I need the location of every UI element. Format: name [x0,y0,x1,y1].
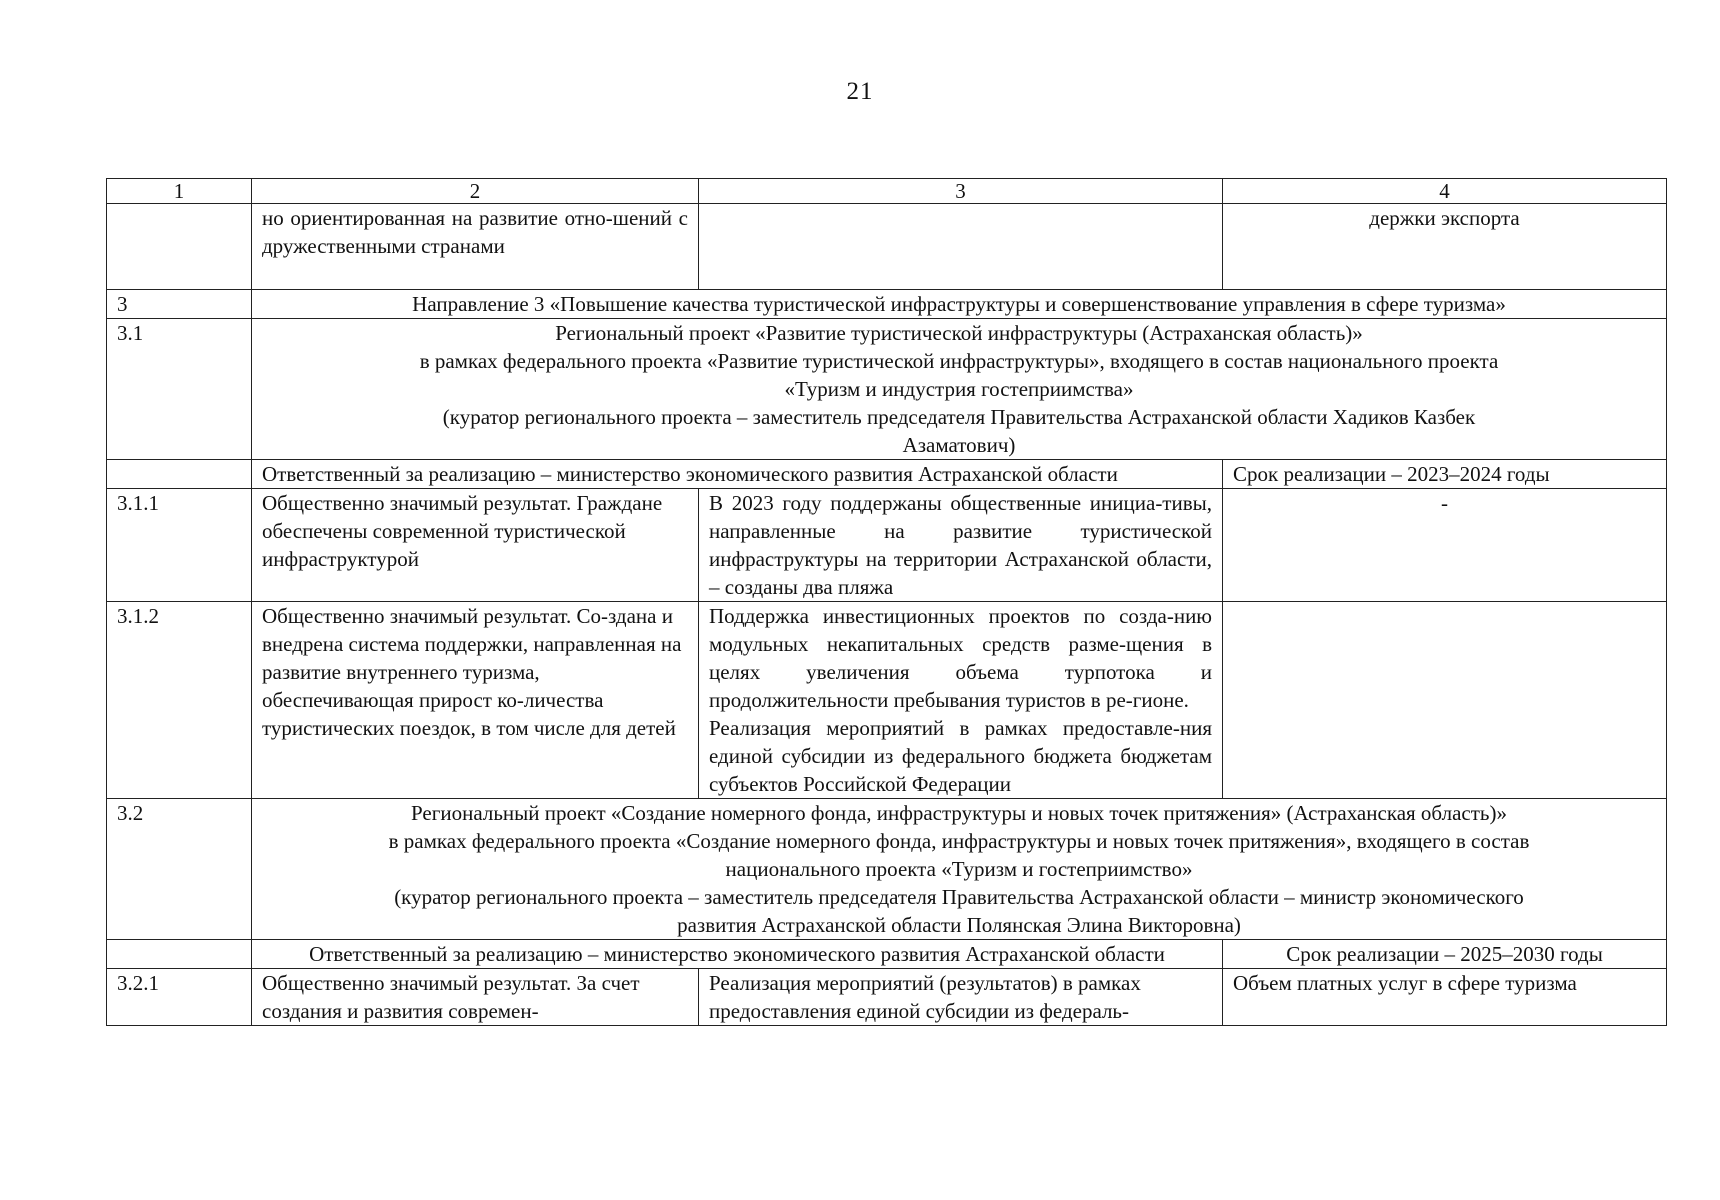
row-number: 3.1.1 [107,489,252,602]
row-number: 3.2 [107,799,252,940]
empty-cell [699,204,1223,290]
row-number: 3 [107,290,252,319]
indicator-text [1223,602,1667,799]
project-line: (куратор регионального проекта – заместитель председателя Правительства Астраханской области – министр экономического [394,885,1524,909]
direction-title: Направление 3 «Повышение качества туристической инфраструктуры и совершенствование управления в сфере туризма» [252,290,1667,319]
activity-text [699,602,1223,799]
project-line: (куратор регионального проекта – заместитель председателя Правительства Астраханской области Хадиков Казбек [442,405,1476,429]
header-row [107,179,1667,204]
row-number [107,460,252,489]
result-text: Общественно значимый результат. Граждане обеспечены современной туристической инфраструктурой [252,489,699,602]
project-title [252,799,1667,940]
continuation-text: держки экспорта [1223,204,1667,290]
header-cell: 1 [107,179,252,204]
row-number: 3.2.1 [107,969,252,1026]
project-line: Региональный проект «Развитие туристической инфраструктуры (Астраханская область)» [555,321,1363,345]
project-line: развития Астраханской области Полянская Элина Викторовна) [677,913,1241,937]
table-row [107,489,1667,602]
header-cell: 4 [1223,179,1667,204]
project-row [107,799,1667,940]
project-line: Азаматович) [902,433,1016,457]
project-line: в рамках федерального проекта «Развитие туристической инфраструктуры», входящего в состав национального проекта [419,349,1499,373]
table-row [107,602,1667,799]
indicator-text: - [1223,489,1667,602]
project-title [252,319,1667,460]
indicator-text: Объем платных услуг в сфере туризма [1223,969,1667,1026]
responsible-text: Ответственный за реализацию – министерство экономического развития Астраханской области [252,940,1223,969]
row-number [107,940,252,969]
project-row [107,319,1667,460]
term-text: Срок реализации – 2023–2024 годы [1223,460,1667,489]
project-line: национального проекта «Туризм и гостеприимство» [725,857,1193,881]
header-cell: 3 [699,179,1223,204]
row-number: 3.1.2 [107,602,252,799]
row-number [107,204,252,290]
table-row [107,204,1667,290]
responsible-text: Ответственный за реализацию – министерство экономического развития Астраханской области [252,460,1223,489]
activity-paragraph: Поддержка инвестиционных проектов по созда-нию модульных некапитальных средств разме-щения в целях увеличения объема турпотока и продолжительности пребывания туристов в ре-гионе. [709,604,1212,712]
project-line: Региональный проект «Создание номерного фонда, инфраструктуры и новых точек притяжения» (Астраханская область)» [411,801,1507,825]
term-text: Срок реализации – 2025–2030 годы [1223,940,1667,969]
header-cell: 2 [252,179,699,204]
table-row [107,969,1667,1026]
activity-text: В 2023 году поддержаны общественные инициа-тивы, направленные на развитие туристической инфраструктуры на территории Астраханской области, – созданы два пляжа [699,489,1223,602]
direction-row [107,290,1667,319]
responsible-row [107,460,1667,489]
project-line: в рамках федерального проекта «Создание номерного фонда, инфраструктуры и новых точек притяжения», входящего в состав [388,829,1530,853]
row-number: 3.1 [107,319,252,460]
activity-text: Реализация мероприятий (результатов) в рамках предоставления единой субсидии из федераль- [699,969,1223,1026]
project-line: «Туризм и индустрия гостеприимства» [784,377,1134,401]
result-text: Общественно значимый результат. Со-здана и внедрена система поддержки, направленная на развитие внутреннего туризма, обеспечивающая прирост ко-личества туристических поездок, в том числе для детей [252,602,699,799]
page-number: 21 [846,78,874,105]
continuation-text: но ориентированная на развитие отно-шений с дружественными странами [252,204,699,290]
program-table [106,178,1667,1026]
result-text: Общественно значимый результат. За счет создания и развития современ- [252,969,699,1026]
responsible-row [107,940,1667,969]
activity-paragraph: Реализация мероприятий в рамках предоставле-ния единой субсидии из федерального бюджета бюджетам субъектов Российской Федерации [709,716,1212,796]
